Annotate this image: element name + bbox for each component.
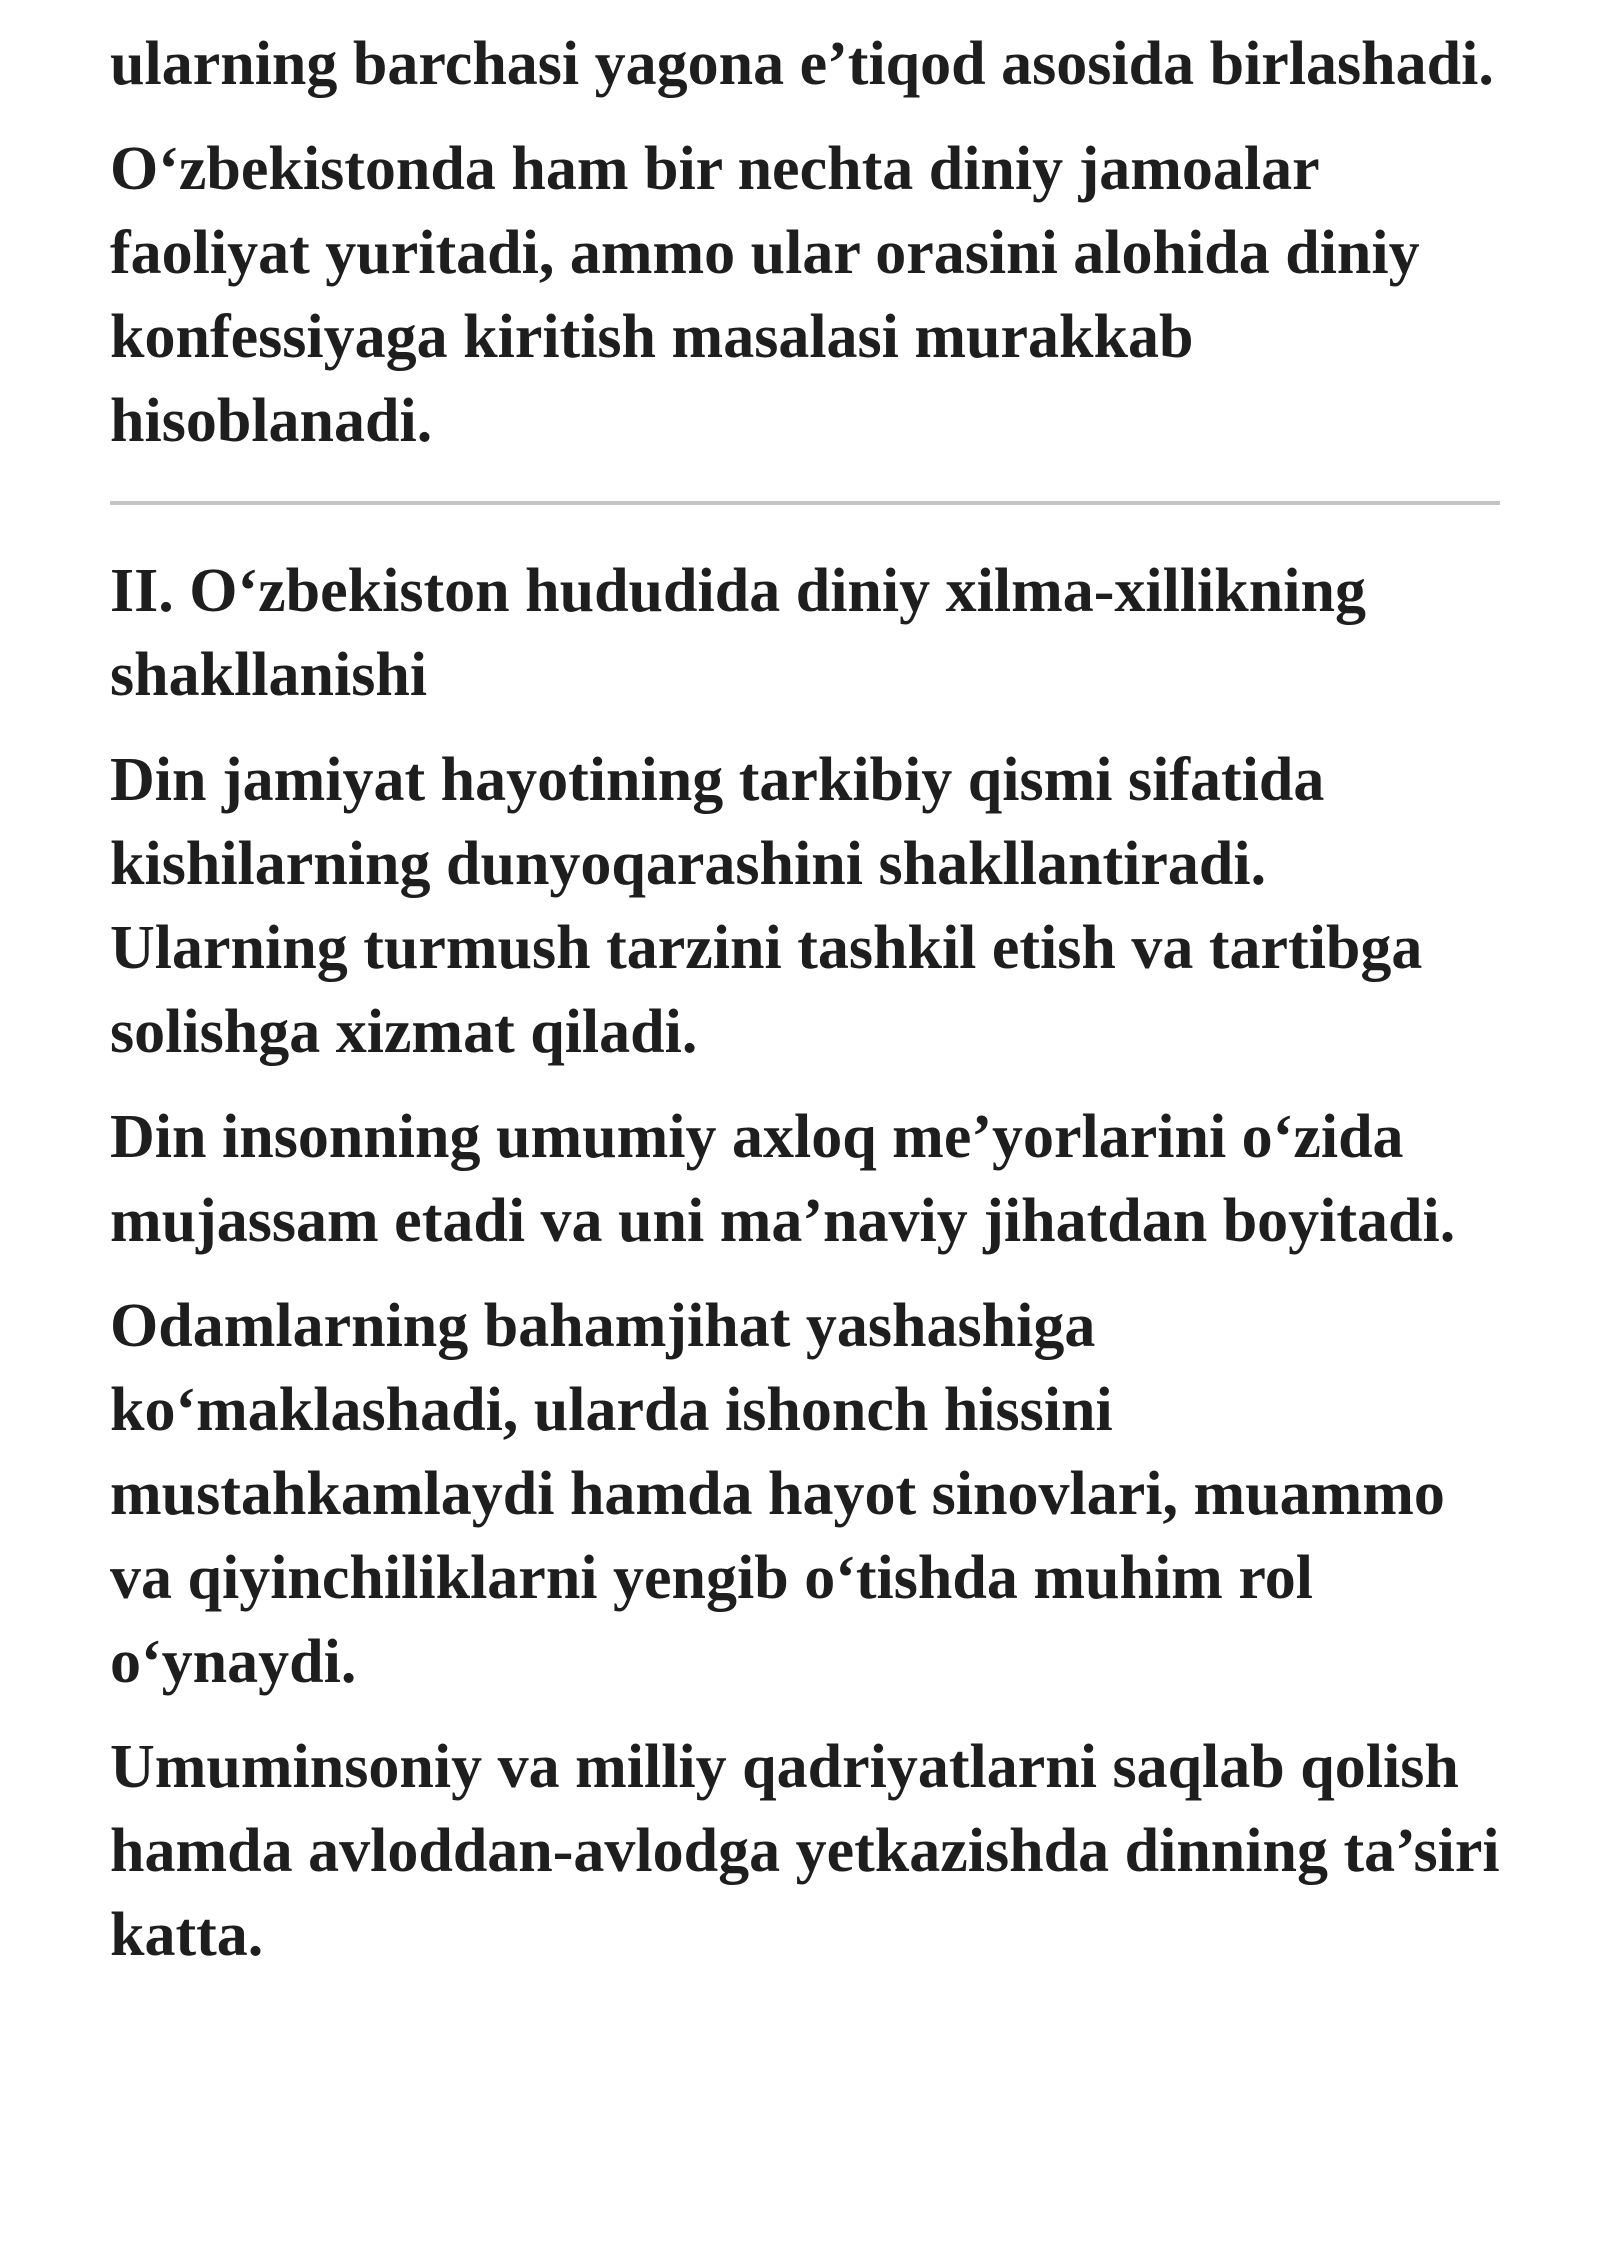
section-divider <box>110 501 1500 505</box>
paragraph-continuation: ularning barchasi yagona e’tiqod asosida birlashadi. <box>110 30 1494 98</box>
document-page <box>110 22 1500 1998</box>
paragraph-religion-cohesion: Odamlarning bahamjihat yashashiga ko‘maklashadi, ularda ishonch hissini mustahkamlaydi hamda hayot sinovlari, muammo va qiyinchiliklarni yengib o‘tishda muhim rol o‘ynaydi. <box>110 1292 1445 1696</box>
paragraph-religion-worldview: Din jamiyat hayotining tarkibiy qismi sifatida kishilarning dunyoqarashini shakllantiradi. Ularning turmush tarzini tashkil etish va tartibga solishga xizmat qiladi. <box>110 746 1423 1066</box>
paragraph-religious-communities: O‘zbekistonda ham bir nechta diniy jamoalar faoliyat yuritadi, ammo ular orasini alohida diniy konfessiyaga kiritish masalasi murakkab hisoblanadi. <box>110 135 1420 455</box>
paragraph-religion-values: Umuminsoniy va milliy qadriyatlarni saqlab qolish hamda avloddan-avlodga yetkazishda dinning ta’siri katta. <box>110 1733 1500 1969</box>
paragraph-religion-morality: Din insonning umumiy axloq me’yorlarini o‘zida mujassam etadi va uni ma’naviy jihatdan boyitadi. <box>110 1103 1456 1255</box>
section-heading: II. O‘zbekiston hududida diniy xilma-xillikning shakllanishi <box>110 557 1366 709</box>
